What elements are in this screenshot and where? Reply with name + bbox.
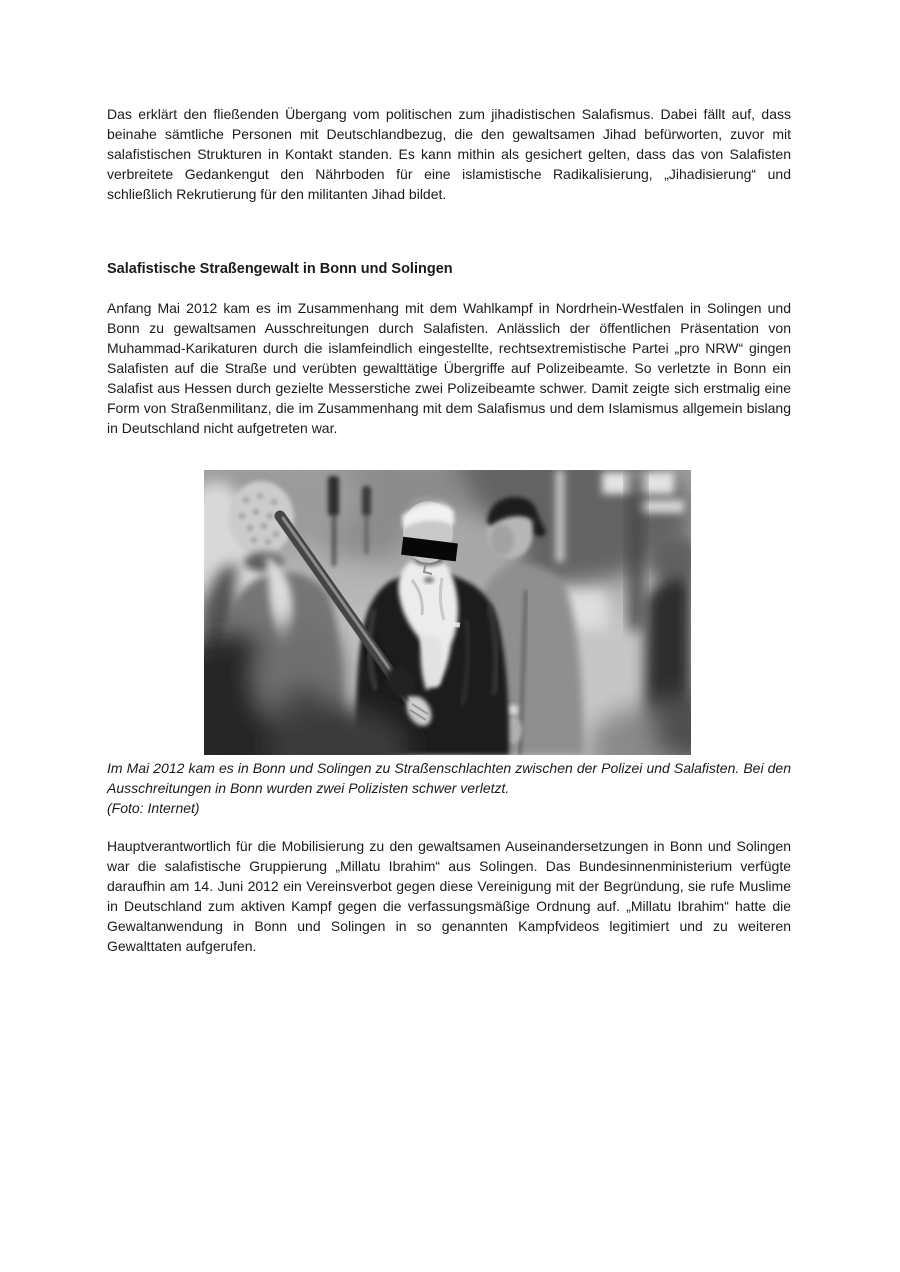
section-heading: Salafistische Straßengewalt in Bonn und Solingen — [107, 261, 453, 277]
photo-caption: Im Mai 2012 kam es in Bonn und Solingen zu Straßenschlachten zwischen der Polizei und Salafisten. Bei den Ausschreitungen in Bonn wurden zwei Polizisten schwer verletzt. — [107, 760, 791, 796]
body-paragraph-2: Anfang Mai 2012 kam es im Zusammenhang mit dem Wahlkampf in Nordrhein-Westfalen in Solingen und Bonn zu gewaltsamen Ausschreitungen durch Salafisten. Anlässlich der öffentlichen Präsentation von Muhammad-Karikaturen durch die islamfeindlich eingestellte, rechtsextremistische Partei „pro NRW“ gingen Salafisten auf die Straße und verübten gewalttätige Übergriffe auf Polizeibeamte. So verletzte in Bonn ein Salafist aus Hessen durch gezielte Messerstiche zwei Polizeibeamte schwer. Damit zeigte sich erstmalig eine Form von Straßenmilitanz, die im Zusammenhang mit dem Salafismus und dem Islamismus allgemein bislang in Deutschland nicht aufgetreten war. — [107, 300, 791, 436]
body-paragraph-3: Hauptverantwortlich für die Mobilisierung zu den gewaltsamen Auseinandersetzungen in Bonn und Solingen war die salafistische Gruppierung „Millatu Ibrahim“ aus Solingen. Das Bundesinnenministerium verfügte daraufhin am 14. Juni 2012 ein Vereinsverbot gegen diese Vereinigung mit der Begründung, sie rufe Muslime in Deutschland zum aktiven Kampf gegen die verfassungsmäßige Ordnung auf. „Millatu Ibrahim“ hatte die Gewaltanwendung in Bonn und Solingen in so genannten Kampfvideos legitimiert und zu weiteren Gewalttaten aufgerufen. — [107, 838, 791, 954]
body-paragraph-1: Das erklärt den fließenden Übergang vom politischen zum jihadistischen Salafismus. Dabei fällt auf, dass beinahe sämtliche Personen mit Deutschlandbezug, die den gewaltsamen Jihad befürworten, zuvor mit salafistischen Strukturen in Kontakt standen. Es kann mithin als gesichert gelten, dass das von Salafisten verbreitete Gedankengut den Nährboden für eine islamistische Radikalisierung, „Jihadisierung“ und schließlich Rekrutierung für den militanten Jihad bildet. — [107, 106, 791, 202]
riot-photo — [204, 470, 691, 755]
riot-photo-graphic — [204, 470, 691, 755]
photo-credit: (Foto: Internet) — [107, 800, 200, 816]
